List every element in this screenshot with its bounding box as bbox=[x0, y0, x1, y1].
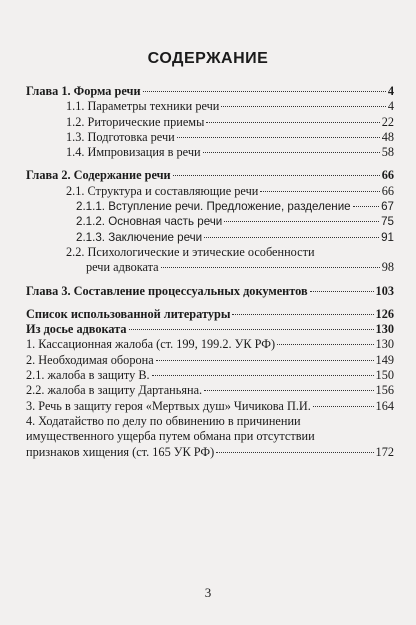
dot-leader bbox=[173, 175, 380, 176]
toc-entry bbox=[26, 230, 394, 245]
toc-entry-line bbox=[26, 414, 394, 429]
toc-entry-chapter-1 bbox=[26, 84, 394, 99]
toc-entry-label: 2.1.1. Вступление речи. Предложение, разделение bbox=[76, 200, 351, 214]
toc-entry-label: Список использованной литературы bbox=[26, 306, 231, 321]
toc-entry-label: 2.1.2. Основная часть речи bbox=[76, 215, 223, 229]
toc-entry-page: 164 bbox=[375, 398, 394, 413]
toc-entry bbox=[26, 184, 394, 199]
table-of-contents bbox=[26, 84, 394, 460]
toc-entry-label: Глава 1. Форма речи bbox=[26, 84, 141, 98]
toc-entry-chapter-3 bbox=[26, 284, 394, 299]
toc-entry bbox=[26, 99, 394, 114]
toc-entry-dossier bbox=[26, 322, 394, 337]
page-title: СОДЕРЖАНИЕ bbox=[147, 50, 269, 67]
dot-leader bbox=[152, 375, 374, 376]
dot-leader bbox=[216, 452, 373, 453]
dot-leader bbox=[156, 360, 374, 361]
toc-entry bbox=[26, 199, 394, 214]
toc-entry bbox=[26, 145, 394, 160]
toc-entry bbox=[26, 383, 394, 398]
page-number: 3 bbox=[204, 585, 212, 600]
dot-leader bbox=[206, 122, 379, 123]
toc-entry-label: 1.4. Импровизация в речи bbox=[66, 145, 201, 160]
toc-entry-chapter-2 bbox=[26, 168, 394, 183]
toc-entry bbox=[26, 353, 394, 368]
toc-entry-label: 1.1. Параметры техники речи bbox=[66, 99, 220, 114]
toc-entry-label-line: имущественного ущерба путем обмана при отсутствии bbox=[26, 429, 315, 444]
toc-entry-page: 67 bbox=[381, 200, 394, 214]
toc-entry-page: 66 bbox=[381, 168, 394, 183]
toc-entry bbox=[26, 115, 394, 130]
dot-leader bbox=[260, 191, 379, 192]
toc-entry-label: 1.2. Риторические приемы bbox=[66, 114, 205, 129]
toc-entry-label: Глава 2. Содержание речи bbox=[26, 168, 171, 183]
dot-leader bbox=[224, 221, 379, 222]
toc-entry-page: 150 bbox=[375, 368, 394, 383]
dot-leader bbox=[129, 329, 374, 330]
toc-entry-label: 2. Необходимая оборона bbox=[26, 352, 154, 367]
toc-entry-page: 75 bbox=[381, 215, 394, 229]
toc-entry-label: Глава 3. Составление процессуальных документов bbox=[26, 283, 308, 298]
toc-entry-line bbox=[26, 245, 394, 260]
toc-entry-label: 2.2. жалоба в защиту Дартаньяна. bbox=[26, 383, 203, 398]
dot-leader bbox=[177, 137, 380, 138]
toc-entry-label: 2.1. Структура и составляющие речи bbox=[66, 183, 259, 198]
dot-leader bbox=[221, 106, 385, 107]
dot-leader bbox=[161, 267, 380, 268]
toc-entry-page: 98 bbox=[381, 260, 394, 275]
toc-entry-label: 1. Кассационная жалоба (ст. 199, 199.2. УК РФ) bbox=[26, 337, 276, 352]
toc-entry-page: 156 bbox=[375, 383, 394, 398]
dot-leader bbox=[143, 91, 386, 92]
toc-entry-label: 3. Речь в защиту героя «Мертвых душ» Чичикова П.И. bbox=[26, 398, 311, 413]
toc-entry bbox=[26, 399, 394, 414]
dot-leader bbox=[353, 206, 379, 207]
toc-entry-page: 22 bbox=[381, 114, 394, 129]
toc-entry-page: 48 bbox=[381, 129, 394, 144]
toc-entry bbox=[26, 130, 394, 145]
toc-entry-page: 91 bbox=[381, 230, 394, 244]
toc-entry-page: 130 bbox=[375, 337, 394, 352]
toc-entry bbox=[26, 214, 394, 229]
toc-entry-page: 103 bbox=[375, 283, 394, 298]
toc-entry bbox=[26, 445, 394, 460]
toc-entry-bibliography bbox=[26, 307, 394, 322]
toc-entry-label-line: 2.2. Психологические и этические особенности bbox=[66, 244, 315, 259]
toc-entry bbox=[26, 368, 394, 383]
dot-leader bbox=[204, 390, 373, 391]
toc-entry-label: речи адвоката bbox=[86, 260, 159, 275]
dot-leader bbox=[203, 152, 380, 153]
toc-entry-label: 2.1.3. Заключение речи bbox=[76, 230, 203, 244]
toc-entry-label: признаков хищения (ст. 165 УК РФ) bbox=[26, 444, 215, 459]
toc-entry-label-line: 4. Ходатайство по делу по обвинению в причинении bbox=[26, 413, 301, 428]
toc-entry-page: 149 bbox=[375, 352, 394, 367]
toc-entry-page: 4 bbox=[387, 99, 394, 114]
dot-leader bbox=[204, 237, 379, 238]
toc-entry-page: 66 bbox=[381, 183, 394, 198]
toc-entry-label: 2.1. жалоба в защиту В. bbox=[26, 368, 150, 383]
toc-entry-page: 126 bbox=[375, 306, 394, 321]
toc-entry bbox=[26, 260, 394, 275]
dot-leader bbox=[277, 344, 373, 345]
toc-entry bbox=[26, 337, 394, 352]
dot-leader bbox=[232, 314, 373, 315]
toc-entry-page: 58 bbox=[381, 145, 394, 160]
toc-entry-page: 172 bbox=[375, 444, 394, 459]
toc-entry-label: Из досье адвоката bbox=[26, 322, 127, 337]
toc-entry-label: 1.3. Подготовка речи bbox=[66, 129, 175, 144]
toc-entry-line bbox=[26, 429, 394, 444]
dot-leader bbox=[310, 291, 374, 292]
toc-entry-page: 4 bbox=[387, 84, 394, 98]
toc-entry-page: 130 bbox=[375, 322, 394, 337]
dot-leader bbox=[313, 406, 374, 407]
